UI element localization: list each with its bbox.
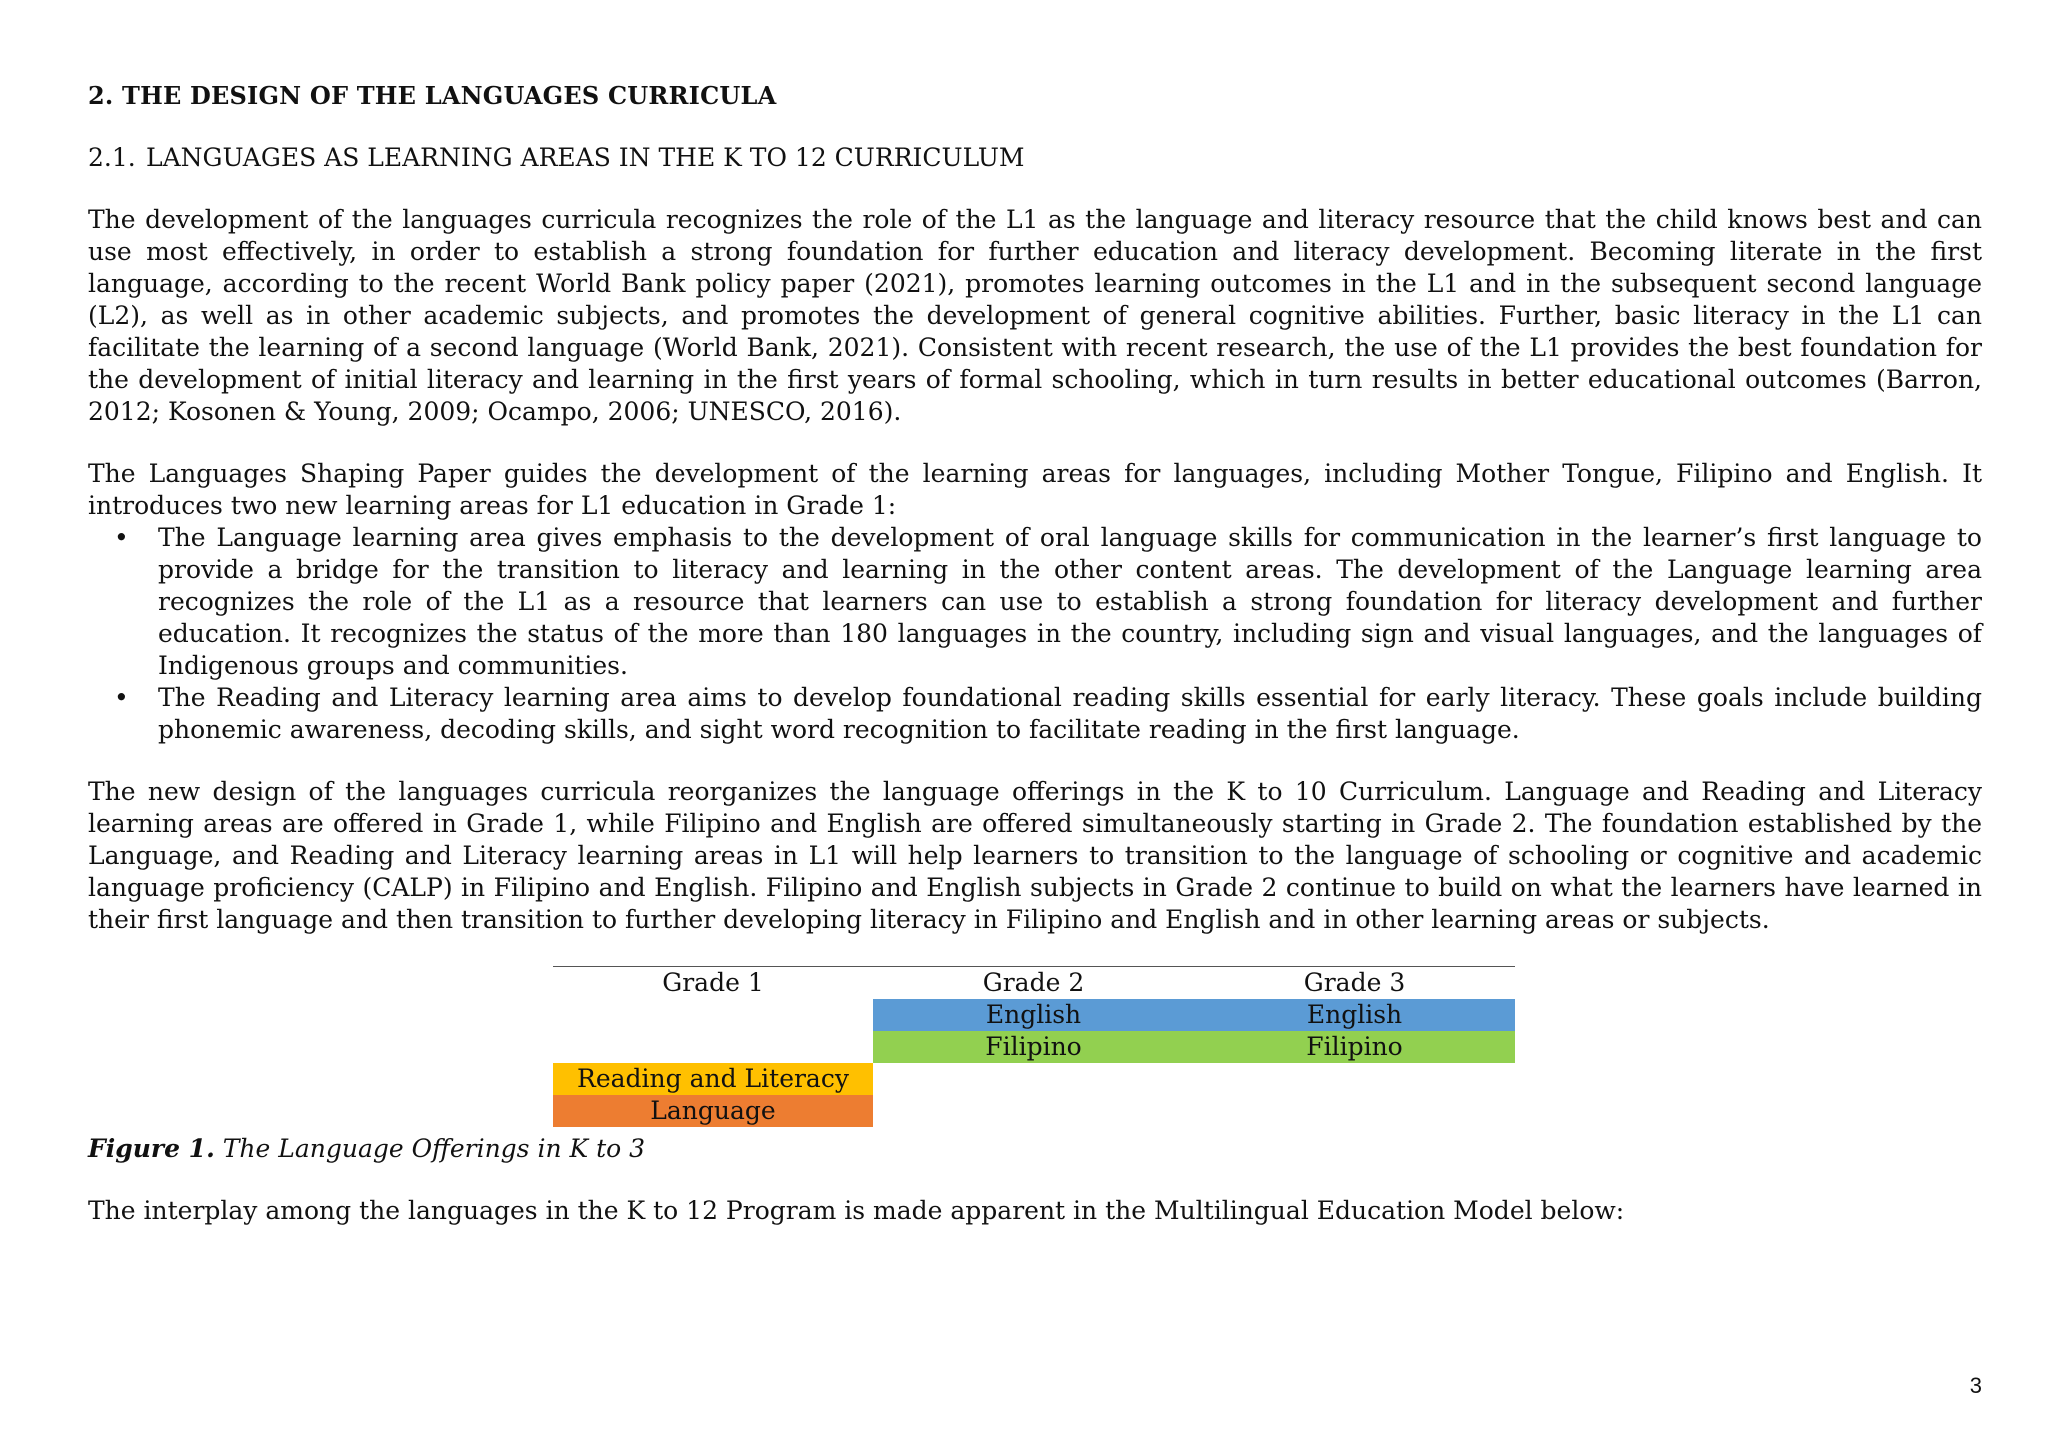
- cell-empty: [553, 1031, 873, 1063]
- figure-row-reading: [553, 1063, 1515, 1095]
- learning-areas-list: [88, 522, 1982, 746]
- list-item: [88, 522, 1982, 682]
- figure-header-row: [553, 966, 1515, 999]
- subsection-number: 2.1.: [88, 143, 136, 172]
- figure-row-filipino: [553, 1031, 1515, 1063]
- header-grade-3: Grade 3: [1303, 968, 1406, 997]
- paragraph-4: The interplay among the languages in the K to 12 Program is made apparent in the Multilingual Education Model below:: [88, 1196, 1625, 1225]
- list-item: [88, 682, 1982, 746]
- caption-text: The Language Offerings in K to 3: [222, 1134, 646, 1163]
- bullet-icon: •: [114, 523, 129, 552]
- subsection-heading: [88, 142, 1982, 174]
- paragraph-3: The new design of the languages curricula reorganizes the language offerings in the K to 10 Curriculum. Language and Reading and Literacy learning areas are offered in Grade 1, while Filipino and English are offered simultaneously starting in Grade 2. The foundation established by the Language, and Reading and Literacy learning areas in L1 will help learners to transition to the language of schooling or cognitive and academic language proficiency (CALP) in Filipino and English. Filipino and English subjects in Grade 2 continue to build on what the learners have learned in their first language and then transition to further developing literacy in Filipino and English and in other learning areas or subjects.: [88, 777, 1982, 934]
- figure-caption: [88, 1133, 1982, 1165]
- list-item-text: The Language learning area gives emphasis to the development of oral language skills for communication in the learner’s first language to provide a bridge for the transition to literacy and learning in the other content areas. The development of the Language learning area recognizes the role of the L1 as a resource that learners can use to establish a strong foundation for literacy development and further education. It recognizes the status of the more than 180 languages in the country, including sign and visual languages, and the languages of Indigenous groups and communities.: [158, 523, 1982, 680]
- document-page: [88, 80, 1982, 1257]
- list-item-text: The Reading and Literacy learning area aims to develop foundational reading skills essential for early literacy. These goals include building phonemic awareness, decoding skills, and sight word recognition to facilitate reading in the first language.: [158, 683, 1982, 744]
- cell-filipino-grade-3: Filipino: [1194, 1031, 1515, 1063]
- figure-row-english: [553, 999, 1515, 1031]
- language-offerings-figure: [553, 966, 1515, 1127]
- caption-label: Figure 1.: [88, 1134, 215, 1163]
- cell-empty: [553, 999, 873, 1031]
- figure-row-language: [553, 1095, 1515, 1127]
- header-grade-2: Grade 2: [982, 968, 1085, 997]
- cell-english-grade-3: English: [1194, 999, 1515, 1031]
- header-grade-1: Grade 1: [662, 968, 764, 997]
- paragraph-2: The Languages Shaping Paper guides the development of the learning areas for languages, including Mother Tongue, Filipino and English. It introduces two new learning areas for L1 education in Grade 1:: [88, 459, 1982, 520]
- cell-language-grade-1: Language: [553, 1095, 873, 1127]
- paragraph-1: The development of the languages curricula recognizes the role of the L1 as the language and literacy resource that the child knows best and can use most effectively, in order to establish a strong foundation for further education and literacy development. Becoming literate in the first language, according to the recent World Bank policy paper (2021), promotes learning outcomes in the L1 and in the subsequent second language (L2), as well as in other academic subjects, and promotes the development of general cognitive abilities. Further, basic literacy in the L1 can facilitate the learning of a second language (World Bank, 2021). Consistent with recent research, the use of the L1 provides the best foundation for the development of initial literacy and learning in the first years of formal schooling, which in turn results in better educational outcomes (Barron, 2012; Kosonen & Young, 2009; Ocampo, 2006; UNESCO, 2016).: [88, 205, 1982, 426]
- bullet-icon: •: [114, 683, 129, 712]
- cell-english-grade-2: English: [873, 999, 1194, 1031]
- cell-reading-literacy-grade-1: Reading and Literacy: [553, 1063, 873, 1095]
- cell-filipino-grade-2: Filipino: [873, 1031, 1194, 1063]
- page-number: 3: [1969, 1373, 1982, 1398]
- section-title: 2. THE DESIGN OF THE LANGUAGES CURRICULA: [88, 81, 777, 110]
- subsection-title: LANGUAGES AS LEARNING AREAS IN THE K TO 12 CURRICULUM: [146, 143, 1025, 172]
